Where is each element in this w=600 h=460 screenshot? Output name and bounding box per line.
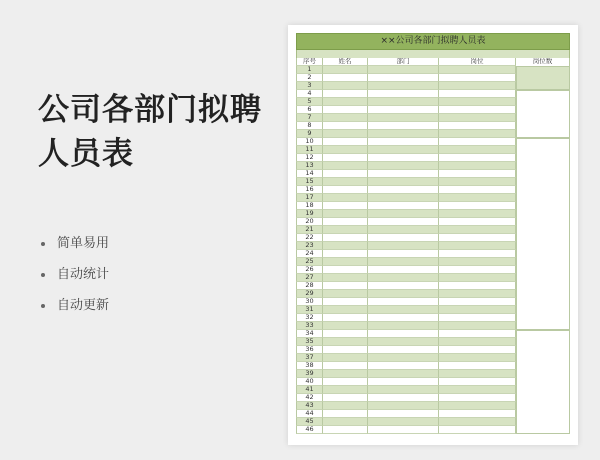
row-number-cell: 44 (296, 410, 323, 418)
count-block (516, 66, 570, 90)
dept-cell[interactable] (368, 242, 439, 250)
dept-cell[interactable] (368, 202, 439, 210)
row-number-cell: 46 (296, 426, 323, 434)
row-number-cell: 6 (296, 106, 323, 114)
row-number-cell: 27 (296, 274, 323, 282)
name-cell[interactable] (323, 338, 368, 346)
name-cell[interactable] (323, 274, 368, 282)
dept-cell[interactable] (368, 74, 439, 82)
dept-cell[interactable] (368, 402, 439, 410)
row-number-cell: 7 (296, 114, 323, 122)
dept-cell[interactable] (368, 338, 439, 346)
bullet-icon (41, 242, 45, 246)
row-number-cell: 33 (296, 322, 323, 330)
position-cell[interactable] (439, 378, 516, 386)
header-row (296, 58, 570, 66)
dept-cell[interactable] (368, 210, 439, 218)
row-number-cell: 40 (296, 378, 323, 386)
column-header-dept: 部门 (368, 58, 439, 66)
position-cell[interactable] (439, 322, 516, 330)
row-number-cell: 3 (296, 82, 323, 90)
name-cell[interactable] (323, 370, 368, 378)
position-cell[interactable] (439, 250, 516, 258)
dept-cell[interactable] (368, 290, 439, 298)
position-cell[interactable] (439, 114, 516, 122)
position-cell[interactable] (439, 90, 516, 98)
position-cell[interactable] (439, 162, 516, 170)
spreadsheet-preview (288, 25, 578, 445)
position-cell[interactable] (439, 394, 516, 402)
position-cell[interactable] (439, 170, 516, 178)
dept-cell[interactable] (368, 298, 439, 306)
position-cell[interactable] (439, 178, 516, 186)
dept-cell[interactable] (368, 122, 439, 130)
position-cell[interactable] (439, 386, 516, 394)
dept-cell[interactable] (368, 274, 439, 282)
position-cell[interactable] (439, 298, 516, 306)
dept-cell[interactable] (368, 378, 439, 386)
position-cell[interactable] (439, 274, 516, 282)
dept-cell[interactable] (368, 258, 439, 266)
name-cell[interactable] (323, 410, 368, 418)
dept-cell[interactable] (368, 226, 439, 234)
position-cell[interactable] (439, 226, 516, 234)
row-number-cell: 39 (296, 370, 323, 378)
name-cell[interactable] (323, 114, 368, 122)
dept-cell[interactable] (368, 186, 439, 194)
row-number-cell: 25 (296, 258, 323, 266)
position-cell[interactable] (439, 82, 516, 90)
row-number-cell: 2 (296, 74, 323, 82)
feature-item (38, 296, 109, 327)
row-number-cell: 30 (296, 298, 323, 306)
dept-cell[interactable] (368, 282, 439, 290)
name-cell[interactable] (323, 82, 368, 90)
dept-cell[interactable] (368, 362, 439, 370)
name-cell[interactable] (323, 162, 368, 170)
name-cell[interactable] (323, 258, 368, 266)
position-cell[interactable] (439, 194, 516, 202)
name-cell[interactable] (323, 234, 368, 242)
row-number-cell: 17 (296, 194, 323, 202)
row-number-cell: 12 (296, 154, 323, 162)
column-header-name: 姓名 (323, 58, 368, 66)
name-cell[interactable] (323, 106, 368, 114)
row-number-cell: 19 (296, 210, 323, 218)
row-number-cell: 41 (296, 386, 323, 394)
row-number-cell: 14 (296, 170, 323, 178)
row-number-cell: 38 (296, 362, 323, 370)
row-number-cell: 26 (296, 266, 323, 274)
position-cell[interactable] (439, 146, 516, 154)
position-cell[interactable] (439, 370, 516, 378)
position-cell[interactable] (439, 426, 516, 434)
dept-cell[interactable] (368, 370, 439, 378)
row-number-cell: 23 (296, 242, 323, 250)
row-number-cell: 31 (296, 306, 323, 314)
position-cell[interactable] (439, 282, 516, 290)
spreadsheet (296, 33, 570, 434)
dept-cell[interactable] (368, 266, 439, 274)
position-cell[interactable] (439, 138, 516, 146)
position-cell[interactable] (439, 410, 516, 418)
name-cell[interactable] (323, 346, 368, 354)
row-number-cell: 35 (296, 338, 323, 346)
column-header-no: 序号 (296, 58, 323, 66)
name-cell[interactable] (323, 170, 368, 178)
name-cell[interactable] (323, 194, 368, 202)
position-cell[interactable] (439, 210, 516, 218)
feature-item (38, 265, 109, 296)
dept-cell[interactable] (368, 330, 439, 338)
dept-cell[interactable] (368, 410, 439, 418)
position-cell[interactable] (439, 258, 516, 266)
feature-label: 自动更新 (57, 298, 110, 313)
row-number-cell: 18 (296, 202, 323, 210)
position-cell[interactable] (439, 330, 516, 338)
row-number-cell: 36 (296, 346, 323, 354)
name-cell[interactable] (323, 226, 368, 234)
title (38, 88, 278, 176)
position-cell[interactable] (439, 154, 516, 162)
row-number-cell: 43 (296, 402, 323, 410)
position-cell[interactable] (439, 290, 516, 298)
dept-cell[interactable] (368, 162, 439, 170)
row-number-cell: 45 (296, 418, 323, 426)
name-cell[interactable] (323, 138, 368, 146)
data-grid (296, 58, 570, 434)
dept-cell[interactable] (368, 394, 439, 402)
row-number-cell: 9 (296, 130, 323, 138)
dept-cell[interactable] (368, 178, 439, 186)
row-number-cell: 22 (296, 234, 323, 242)
dept-cell[interactable] (368, 98, 439, 106)
name-cell[interactable] (323, 266, 368, 274)
name-cell[interactable] (323, 242, 368, 250)
count-block (516, 90, 570, 138)
position-cell[interactable] (439, 306, 516, 314)
title-line-1: 公司各部门拟聘 (38, 92, 262, 128)
name-cell[interactable] (323, 426, 368, 434)
name-cell[interactable] (323, 378, 368, 386)
name-cell[interactable] (323, 74, 368, 82)
name-cell[interactable] (323, 362, 368, 370)
name-cell[interactable] (323, 66, 368, 74)
name-cell[interactable] (323, 122, 368, 130)
spacer-row (296, 50, 570, 58)
name-cell[interactable] (323, 90, 368, 98)
row-number-cell: 21 (296, 226, 323, 234)
name-cell[interactable] (323, 322, 368, 330)
position-cell[interactable] (439, 242, 516, 250)
position-cell[interactable] (439, 98, 516, 106)
name-cell[interactable] (323, 298, 368, 306)
position-cell[interactable] (439, 402, 516, 410)
dept-cell[interactable] (368, 194, 439, 202)
row-number-cell: 10 (296, 138, 323, 146)
bullet-icon (41, 273, 45, 277)
dept-cell[interactable] (368, 314, 439, 322)
position-cell[interactable] (439, 218, 516, 226)
row-number-cell: 15 (296, 178, 323, 186)
feature-label: 自动统计 (57, 267, 110, 282)
row-number-cell: 34 (296, 330, 323, 338)
dept-cell[interactable] (368, 146, 439, 154)
name-cell[interactable] (323, 178, 368, 186)
name-cell[interactable] (323, 402, 368, 410)
name-cell[interactable] (323, 314, 368, 322)
position-cell[interactable] (439, 354, 516, 362)
position-cell[interactable] (439, 338, 516, 346)
position-cell[interactable] (439, 202, 516, 210)
name-cell[interactable] (323, 282, 368, 290)
row-number-cell: 8 (296, 122, 323, 130)
name-cell[interactable] (323, 290, 368, 298)
name-cell[interactable] (323, 386, 368, 394)
position-cell[interactable] (439, 66, 516, 74)
dept-cell[interactable] (368, 250, 439, 258)
dept-cell[interactable] (368, 354, 439, 362)
column-header-count: 岗位数 (516, 58, 570, 66)
dept-cell[interactable] (368, 322, 439, 330)
name-cell[interactable] (323, 146, 368, 154)
name-cell[interactable] (323, 98, 368, 106)
dept-cell[interactable] (368, 170, 439, 178)
row-number-cell: 37 (296, 354, 323, 362)
name-cell[interactable] (323, 202, 368, 210)
position-cell[interactable] (439, 346, 516, 354)
row-number-cell: 11 (296, 146, 323, 154)
row-number-cell: 4 (296, 90, 323, 98)
position-cell[interactable] (439, 234, 516, 242)
dept-cell[interactable] (368, 234, 439, 242)
name-cell[interactable] (323, 210, 368, 218)
dept-cell[interactable] (368, 154, 439, 162)
dept-cell[interactable] (368, 218, 439, 226)
count-block (516, 330, 570, 434)
feature-label: 简单易用 (57, 236, 110, 251)
row-number-cell: 1 (296, 66, 323, 74)
row-number-cell: 20 (296, 218, 323, 226)
name-cell[interactable] (323, 250, 368, 258)
row-number-cell: 42 (296, 394, 323, 402)
position-cell[interactable] (439, 130, 516, 138)
bullet-icon (41, 304, 45, 308)
dept-cell[interactable] (368, 138, 439, 146)
dept-cell[interactable] (368, 114, 439, 122)
dept-cell[interactable] (368, 106, 439, 114)
name-cell[interactable] (323, 186, 368, 194)
position-cell[interactable] (439, 266, 516, 274)
name-cell[interactable] (323, 354, 368, 362)
feature-list (38, 234, 109, 327)
dept-cell[interactable] (368, 90, 439, 98)
position-cell[interactable] (439, 122, 516, 130)
position-cell[interactable] (439, 186, 516, 194)
name-cell[interactable] (323, 330, 368, 338)
position-cell[interactable] (439, 314, 516, 322)
dept-cell[interactable] (368, 82, 439, 90)
name-cell[interactable] (323, 394, 368, 402)
count-block (516, 138, 570, 330)
dept-cell[interactable] (368, 306, 439, 314)
name-cell[interactable] (323, 130, 368, 138)
title-line-2: 人员表 (38, 136, 134, 172)
row-number-cell: 13 (296, 162, 323, 170)
name-cell[interactable] (323, 306, 368, 314)
row-number-cell: 24 (296, 250, 323, 258)
name-cell[interactable] (323, 154, 368, 162)
feature-item (38, 234, 109, 265)
position-cell[interactable] (439, 74, 516, 82)
name-cell[interactable] (323, 218, 368, 226)
position-cell[interactable] (439, 106, 516, 114)
row-number-cell: 5 (296, 98, 323, 106)
name-cell[interactable] (323, 418, 368, 426)
dept-cell[interactable] (368, 130, 439, 138)
row-number-cell: 32 (296, 314, 323, 322)
row-number-cell: 28 (296, 282, 323, 290)
dept-cell[interactable] (368, 426, 439, 434)
column-header-position: 岗位 (439, 58, 516, 66)
position-cell[interactable] (439, 418, 516, 426)
row-number-cell: 29 (296, 290, 323, 298)
sheet-title: ××公司各部门拟聘人员表 (296, 33, 570, 50)
dept-cell[interactable] (368, 66, 439, 74)
row-number-cell: 16 (296, 186, 323, 194)
dept-cell[interactable] (368, 346, 439, 354)
dept-cell[interactable] (368, 386, 439, 394)
dept-cell[interactable] (368, 418, 439, 426)
position-cell[interactable] (439, 362, 516, 370)
